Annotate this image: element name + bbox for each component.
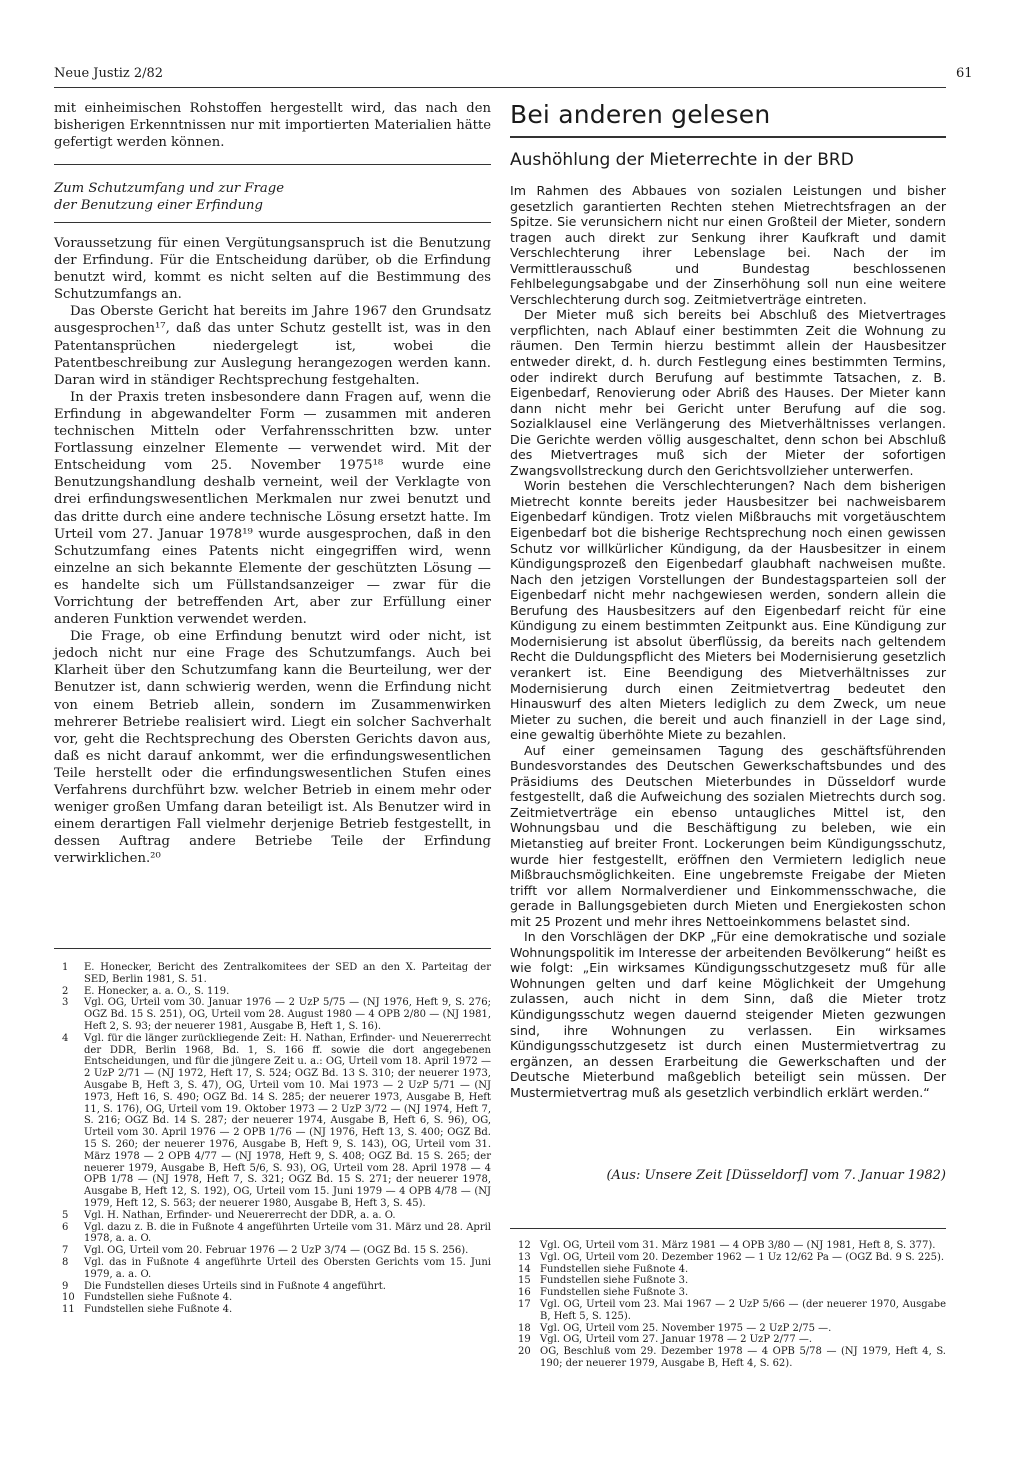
footnote: 17 Vgl. OG, Urteil vom 23. Mai 1967 — 2 UzP 5/66 — (der neuerer 1970, Ausgabe B, Heft 5, S. 125). [518, 1298, 946, 1322]
footnote: 1 E. Honecker, Bericht des Zentralkomitees der SED an den X. Parteitag der SED, Berlin 1981, S. 51. [62, 962, 491, 985]
footnote: 6 Vgl. dazu z. B. die in Fußnote 4 angeführten Urteile vom 31. März und 28. April 1978, a. a. O. [62, 1221, 491, 1245]
footnote: 4 Vgl. für die länger zurückliegende Zeit: H. Nathan, Erfinder- und Neuererrecht der DDR, Berlin 1968, Bd. 1, S. 166 ff. sowie die dort angegebenen Entscheidungen, und für die jüngere Zeit u. a.: OG, Urteil vom 18. April 1972 — 2 UzP 2/71 — (NJ 1972, Heft 17, S. 524; OGZ Bd. 13 S. 310; der neuerer 1973, Ausgabe B, Heft 3, S. 47), OG, Urteil vom 10. Mai 1973 — 2 UzP 5/71 — (NJ 1973, Heft 16, S. 490; OGZ Bd. 14 S. 285; der neuerer 1973, Ausgabe B, Heft 11, S. 176), OG, Urteil vom 19. Oktober 1973 — 2 UzP 3/72 — (NJ 1974, Heft 7, S. 216; OGZ Bd. 14 S. 287; der neuerer 1974, Ausgabe B, Heft 6, S. 96), OG, Urteil vom 30. April 1976 — 2 OPB 1/76 — (NJ 1976, Heft 13, S. 400; OGZ Bd. 15 S. 260; der neuerer 1976, Ausgabe B, Heft 9, S. 143), OG, Urteil vom 31. März 1978 — 2 OPB 4/77 — (NJ 1978, Heft 9, S. 408; OGZ Bd. 15 S. 265; der neuerer 1979, Ausgabe B, Heft 5/6, S. 93), OG, Urteil vom 28. April 1978 — 4 OPB 1/78 — (NJ 1978, Heft 7, S. 321; OGZ Bd. 15 S. 271; der neuerer 1978, Ausgabe B, Heft 12, S. 192), OG, Urteil vom 15. Juni 1979 — 4 OPB 4/78 — (NJ 1979, Heft 12, S. 563; der neuerer 1980, Ausgabe B, Heft 3, S. 45). [62, 1032, 491, 1209]
column-heading [510, 100, 946, 129]
right-body [510, 183, 946, 1100]
left-body [54, 235, 491, 867]
section-divider [54, 164, 491, 165]
footnote: 20 OG, Beschluß vom 29. Dezember 1978 — 4 OPB 5/78 — (NJ 1979, Heft 4, S. 190; der neuerer 1979, Ausgabe B, Heft 4, S. 62). [518, 1346, 946, 1369]
footnote: 5 Vgl. H. Nathan, Erfinder- und Neuererrecht der DDR, a. a. O. [62, 1209, 396, 1221]
footnotes-left [54, 962, 491, 1316]
title-rule [510, 136, 946, 138]
article-title: Aushöhlung der Mieterrechte in der BRD [510, 150, 854, 170]
footnote: 15 Fundstellen siehe Fußnote 3. [518, 1275, 689, 1287]
footnote: 14 Fundstellen siehe Fußnote 4. [518, 1263, 689, 1275]
subhead-line-1: Zum Schutzumfang und zur Frage [54, 181, 284, 196]
footnote-rule-left [54, 948, 491, 949]
footnote: 11 Fundstellen siehe Fußnote 4. [62, 1304, 233, 1316]
footnote-rule-right [510, 1228, 946, 1229]
left-column [54, 100, 491, 151]
body-paragraph: Das Oberste Gericht hat bereits im Jahre 1967 den Grundsatz ausgesprochen¹⁷, daß das unter Schutz gestellt ist, was in den Patentansprüchen niedergelegt ist, wobei die Patentbeschreibung zur Auslegung herangezogen werden kann. Daran wird in ständiger Rechtsprechung festgehalten. [54, 304, 491, 388]
footnote: 10 Fundstellen siehe Fußnote 4. [62, 1292, 233, 1304]
intro-paragraph: mit einheimischen Rohstoffen hergestellt wird, das nach den bisherigen Erkenntnissen nur mit importierten Materialien hätte gefertigt werden können. [54, 101, 491, 151]
page-number: 61 [956, 66, 973, 81]
journal-issue: Neue Justiz 2/82 [54, 66, 164, 81]
subhead-line-2: der Benutzung einer Erfindung [54, 198, 263, 213]
section-title: Bei anderen gelesen [510, 100, 771, 129]
footnotes-right [510, 1240, 946, 1370]
article-paragraph: Auf einer gemeinsamen Tagung des geschäftsführenden Bundesvorstandes des Deutschen Gewerkschaftsbundes und des Präsidiums des Deutschen Mieterbundes in Düsseldorf wurde festgestellt, daß die Aufweichung des sozialen Mietrechts durch sog. Zeitmietverträge ein ebenso untaugliches Mittel ist, den Wohnungsbau und die Beschäftigung zu beleben, wie ein Mietanstieg auf breiter Front. Lockerungen beim Kündigungsschutz, wurde hier festgestellt, eröffnen den Vermietern lediglich neue Mißbrauchsmöglichkeiten. Eine ungebremste Freigabe der Mieten trifft vor allem Normalverdiener und Einkommensschwache, die gerade in Ballungsgebieten durch Mieten und Energiekosten schon mit 25 Prozent und mehr ihres Nettoeinkommens belastet sind. [510, 742, 946, 929]
footnote: 9 Die Fundstellen dieses Urteils sind in Fußnote 4 angeführt. [62, 1280, 386, 1292]
body-paragraph: In der Praxis treten insbesondere dann Fragen auf, wenn die Erfindung in abgewandelter Form — zusammen mit anderen technischen Mitteln oder Verfahrensschritten bzw. unter Fortlassung einzelner Elemente — verwendet wird. Mit der Entscheidung vom 25. November 1975¹⁸ wurde eine Benutzungshandlung deshalb verneint, weil der Verklagte von drei erfindungswesentlichen Merkmalen nur zwei benutzt und das dritte durch eine andere technische Lösung ersetzt hatte. Im Urteil vom 27. Januar 1978¹⁹ wurde ausgesprochen, daß in den Schutzumfang eines Patents nicht eingegriffen wird, wenn einzelne an sich bekannte Elemente der geschützten Lösung — es handelte sich um Füllstandsanzeiger — zwar für die Vorrichtung der betreffenden Art, aber zur Erfüllung einer anderen Funktion verwendet werden. [54, 389, 491, 628]
header-rule [54, 87, 946, 88]
subhead-rule [54, 222, 491, 223]
footnote: 12 Vgl. OG, Urteil vom 31. März 1981 — 4 OPB 3/80 — (NJ 1981, Heft 8, S. 377). [518, 1240, 936, 1251]
footnote: 13 Vgl. OG, Urteil vom 20. Dezember 1962 — 1 Uz 12/62 Pa — (OGZ Bd. 9 S. 225). [518, 1251, 945, 1263]
footnote: 3 Vgl. OG, Urteil vom 30. Januar 1976 — 2 UzP 5/75 — (NJ 1976, Heft 9, S. 276; OGZ Bd. 15 S. 251), OG, Urteil vom 28. August 1980 — 4 OPB 2/80 — (NJ 1981, Heft 2, S. 93; der neuerer 1981, Ausgabe B, Heft 1, S. 16). [62, 997, 491, 1032]
article-source [510, 1168, 946, 1183]
footnote: 7 Vgl. OG, Urteil vom 20. Februar 1976 — 2 UzP 3/74 — (OGZ Bd. 15 S. 256). [62, 1245, 469, 1257]
article-paragraph: In den Vorschlägen der DKP „Für eine demokratische und soziale Wohnungspolitik im Interesse der arbeitenden Bevölkerung“ heißt es wie folgt: „Ein wirksames Kündigungsschutzgesetz muß für alle Wohnungen gelten und darf keine Möglichkeit der Umgehung zulassen, auch nicht in dem Sinn, daß die Mieter trotz Kündigungsschutz wegen dauernd steigender Mieten gezwungen sind, ihre Wohnungen zu verlassen. Ein wirksames Kündigungsschutzgesetz ist durch einen Mustermietvertrag zu ergänzen, an dessen Erarbeitung die Gewerkschaften und der Deutsche Mieterbund maßgeblich beteiligt sein müssen. Der Mustermietvertrag muß als gesetzlich verbindlich erklärt werden.“ [510, 929, 946, 1100]
footnote: 18 Vgl. OG, Urteil vom 25. November 1975 — 2 UzP 2/75 —. [518, 1322, 832, 1334]
article-paragraph: Im Rahmen des Abbaues von sozialen Leistungen und bisher gesetzlich garantierten Rechten stehen Mietrechtsfragen an der Spitze. Sie verunsichern nicht nur einen Großteil der Mieter, sondern tragen auch direkt zur Senkung ihrer Kaufkraft und damit Verschlechterung ihrer Lebenslage bei. Nach der im Vermittlerausschuß und Bundestag beschlossenen Fehlbelegungsabgabe und der Zinserhöhung soll nun eine weitere Verschlechterung durch sog. Zeitmietverträge eintreten. [510, 183, 946, 307]
footnote: 2 E. Honecker, a. a. O., S. 119. [62, 985, 230, 997]
body-paragraph: Die Frage, ob eine Erfindung benutzt wird oder nicht, ist jedoch nicht nur eine Frage des Schutzumfangs. Auch bei Klarheit über den Schutzumfang kann die Beurteilung, wer der Benutzer ist, dann schwierig werden, wenn die Erfindung nicht von einem Betrieb allein, sondern im Zusammenwirken mehrerer Betriebe realisiert wird. Liegt ein solcher Sachverhalt vor, geht die Rechtsprechung des Obersten Gerichts davon aus, daß es nicht darauf ankommt, wer die erfindungswesentlichen Teile herstellt oder die erfindungswesentlichen Stufen eines Verfahrens durchführt bzw. welcher Betrieb in einem mehr oder weniger großen Umfang daran beteiligt ist. Als Benutzer wird in einem derartigen Fall vielmehr derjenige Betrieb festgestellt, in dessen Auftrag andere Betriebe Teile der Erfindung verwirklichen.²⁰ [54, 629, 491, 867]
body-paragraph: Voraussetzung für einen Vergütungsanspruch ist die Benutzung der Erfindung. Für die Entscheidung darüber, ob die Erfindung benutzt wird, kommt es nicht selten auf die Bestimmung des Schutzumfangs an. [54, 236, 491, 303]
article-headline [510, 150, 946, 170]
article-paragraph: Worin bestehen die Verschlechterungen? Nach dem bisherigen Mietrecht konnte bereits jeder Hausbesitzer bei nachweisbarem Eigenbedarf kündigen. Trotz vielen Mißbrauchs mit vorgetäuschtem Eigenbedarf bot die bisherige Rechtsprechung noch einen gewissen Schutz vor willkürlicher Kündigung, da der Hausbesitzer in einem Kündigungsprozeß den Eigenbedarf glaubhaft nachweisen mußte. Nach den jetzigen Vorstellungen der Bundestagsparteien soll der Eigenbedarf nicht mehr nachgewiesen werden, sondern allein die Berufung des Hausbesitzers auf den Eigenbedarf reicht für eine Kündigung zu einem bestimmten Zeitpunkt aus. Eine Kündigung zur Modernisierung ist absolut überflüssig, da bereits nach geltendem Recht die Duldungspflicht des Mieters bei Modernisierung gesetzlich verankert ist. Eine Beendigung des Mietverhältnisses zur Modernisierung durch einen Zeitmietvertrag bedeutet den Hinauswurf des alten Mieters lediglich zu dem Zweck, um neue Mieter zu suchen, die bereit und auch finanziell in der Lage sind, eine gewaltig überhöhte Miete zu bezahlen. [510, 478, 946, 743]
article-paragraph: Der Mieter muß sich bereits bei Abschluß des Mietvertrages verpflichten, nach Ablauf einer bestimmten Zeit die Wohnung zu räumen. Den Termin hierzu bestimmt allein der Hausbesitzer entweder direkt, d. h. durch Festlegung eines bestimmten Termins, oder indirekt durch Berufung auf bestimmte Tatsachen, z. B. Eigenbedarf, Renovierung oder Abriß des Hauses. Der Mieter kann dann nicht mehr bei Gericht unter Berufung auf die sog. Sozialklausel eine Verlängerung des Mietverhältnisses verlangen. Die Gerichte werden völlig ausgeschaltet, denn schon bei Abschluß des Mietvertrages muß sich der Mieter der sofortigen Zwangsvollstreckung durch den Gerichtsvollzieher unterwerfen. [510, 307, 946, 478]
footnote: 8 Vgl. das in Fußnote 4 angeführte Urteil des Obersten Gerichts vom 15. Juni 1979, a. a. O. [62, 1256, 491, 1280]
footnote: 19 Vgl. OG, Urteil vom 27. Januar 1978 — 2 UzP 2/77 —. [518, 1334, 813, 1346]
section-subhead [54, 180, 491, 214]
source-citation: (Aus: Unsere Zeit [Düsseldorf] vom 7. Januar 1982) [606, 1168, 946, 1183]
footnote: 16 Fundstellen siehe Fußnote 3. [518, 1287, 689, 1299]
